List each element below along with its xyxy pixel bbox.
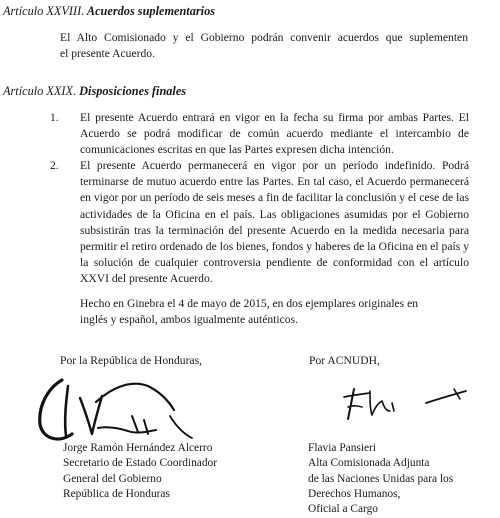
right-signatory-block bbox=[308, 441, 453, 517]
closing-paragraph bbox=[80, 296, 469, 328]
article-28-number: Artículo XXVIII. bbox=[3, 4, 85, 18]
article-29-paragraph-1 bbox=[80, 110, 469, 159]
left-signatory-title: República de Honduras bbox=[63, 487, 170, 500]
article-29-title: Disposiciones finales bbox=[76, 84, 187, 98]
right-signatory-name: Flavia Pansieri bbox=[308, 442, 377, 454]
article-28-title: Acuerdos suplementarios bbox=[84, 4, 216, 18]
paragraph-line: inglés y español, ambos igualmente auténticos. bbox=[80, 313, 298, 327]
paragraph-line: terminarse de mutuo acuerdo entre las Partes. En tal caso, el Acuerdo permanecerá bbox=[80, 175, 469, 189]
paragraph-line: Hecho en Ginebra el 4 de mayo de 2015, en dos ejemplares originales en bbox=[80, 297, 419, 310]
right-signatory-title: Oficial a Cargo bbox=[308, 503, 379, 516]
paragraph-line: en vigor por un período de seis meses a fin de facilitar la conclusión y el cese de las bbox=[80, 191, 469, 205]
paragraph-line: El presente Acuerdo entrará en vigor en la fecha su firma por ambas Partes. El bbox=[80, 111, 469, 124]
paragraph-line: comunicaciones escritas en que las Partes expresen dicha intención. bbox=[80, 143, 394, 157]
right-signatory-title: de las Naciones Unidas para los bbox=[308, 472, 454, 485]
paragraph-1-number: 1. bbox=[50, 111, 59, 124]
right-signatory-title: Alta Comisionada Adjunta bbox=[308, 457, 430, 470]
left-signatory-title: Secretario de Estado Coordinador bbox=[63, 457, 218, 470]
paragraph-line: Acuerdo se podrá modificar de común acuerdo mediante el intercambio de bbox=[80, 127, 469, 141]
paragraph-line: subsistirán tras la terminación del presente Acuerdo en la medida necesaria para bbox=[80, 223, 469, 237]
article-29-number: Artículo XXIX. bbox=[3, 84, 77, 98]
right-signatory-title: Derechos Humanos, bbox=[308, 487, 401, 500]
right-signatory-label: Por ACNUDH, bbox=[309, 354, 380, 367]
paragraph-line: El Alto Comisionado y el Gobierno podrán convenir acuerdos que suplementen bbox=[60, 31, 468, 44]
article-29-paragraph-2 bbox=[80, 158, 469, 288]
paragraph-2-number: 2. bbox=[50, 159, 59, 172]
paragraph-line: XXVI del presente Acuerdo. bbox=[80, 272, 213, 286]
paragraph-line: actividades de la Oficina en el país. Las obligaciones asumidas por el Gobierno bbox=[80, 207, 469, 221]
left-signatory-name: Jorge Ramón Hernández Alcerro bbox=[63, 442, 213, 454]
left-signatory-block bbox=[63, 441, 217, 502]
paragraph-line: el presente Acuerdo. bbox=[60, 47, 155, 61]
article-28-paragraph bbox=[60, 30, 468, 62]
left-signatory-title: General del Gobierno bbox=[63, 472, 162, 485]
paragraph-line: El presente Acuerdo permanecerá en vigor por un período indefinido. Podrá bbox=[80, 159, 469, 172]
right-handwritten-signature bbox=[340, 385, 480, 425]
article-28-heading bbox=[3, 4, 215, 19]
left-signatory-label: Por la República de Honduras, bbox=[60, 354, 202, 367]
article-29-heading bbox=[3, 84, 186, 99]
paragraph-line: permitir el retiro ordenado de los bienes, fondos y haberes de la Oficina en el país y bbox=[80, 240, 469, 254]
paragraph-line: la solución de cualquier controversia pendiente de conformidad con el artículo bbox=[80, 256, 469, 270]
left-handwritten-signature bbox=[28, 376, 208, 451]
